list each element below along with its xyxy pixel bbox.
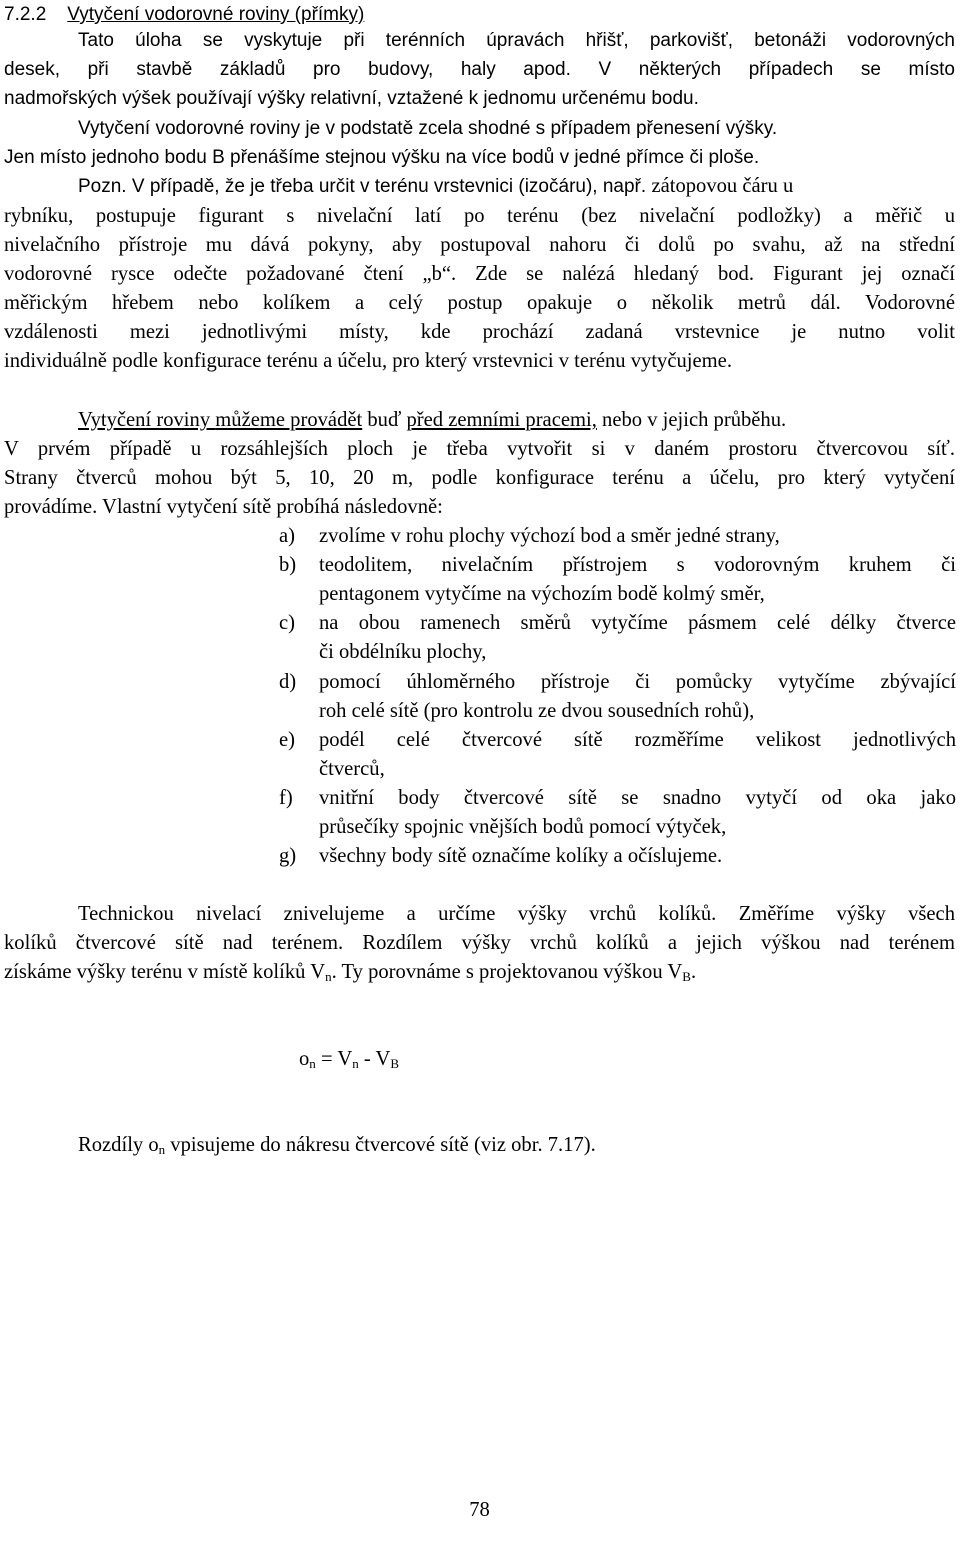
- list-item-label: d): [279, 671, 297, 693]
- list-item-text: zvolíme v rohu plochy výchozí bod a směr jedné strany,: [319, 525, 780, 547]
- subscript: n: [309, 1056, 316, 1071]
- subscript: B: [682, 969, 691, 984]
- list-item-label: a): [279, 525, 295, 547]
- text-span: .: [690, 961, 697, 983]
- note-line: [78, 172, 955, 201]
- text-span: vpisujeme do nákresu čtvercové sítě (viz obr. 7.17).: [165, 1134, 596, 1156]
- paragraph-line: Tato úloha se vyskytuje při terénních úpravách hřišť, parkovišť, betonáži vodorovných: [78, 30, 955, 51]
- list-item-text: podél celé čtvercové sítě rozměříme velikost jednotlivých: [319, 729, 956, 751]
- paragraph-line: [4, 958, 955, 987]
- formula-part: o: [299, 1048, 310, 1070]
- paragraph-line: [78, 406, 955, 435]
- subscript: B: [390, 1056, 400, 1071]
- text-span: buď: [362, 409, 407, 431]
- formula: [299, 1045, 699, 1074]
- note-line: měřickým hřebem nebo kolíkem a celý postup opakuje o několik metrů dál. Vodorovné: [4, 292, 955, 314]
- paragraph-line: V prvém případě u rozsáhlejších ploch je třeba vytvořit si v daném prostoru čtvercovou síť.: [4, 438, 955, 460]
- text-span: nebo v jejich průběhu.: [596, 409, 787, 431]
- paragraph-line: kolíků čtvercové sítě nad terénem. Rozdílem výšky vrchů kolíků a jejich výškou nad terénem: [4, 932, 955, 954]
- list-item-text: pentagonem vytyčíme na výchozím bodě kolmý směr,: [319, 583, 765, 605]
- list-item-label: c): [279, 612, 295, 634]
- underlined-phrase: můžeme provádět: [215, 409, 363, 431]
- list-item-text: čtverců,: [319, 758, 385, 780]
- note-tail: zátopovou čáru u: [651, 175, 794, 197]
- formula-part: = V: [315, 1048, 353, 1070]
- note-line: nivelačního přístroje mu dává pokyny, aby postupoval nahoru či dolů po svahu, až na střední: [4, 234, 955, 256]
- paragraph-line: desek, při stavbě základů pro budovy, haly apod. V některých případech se místo: [4, 59, 955, 80]
- list-item-text: vnitřní body čtvercové sítě se snadno vytyčí od oka jako: [319, 787, 956, 809]
- paragraph-line: Strany čtverců mohou být 5, 10, 20 m, podle konfigurace terénu a účelu, pro který vytyčení: [4, 467, 955, 489]
- section-title: Vytyčení vodorovné roviny (přímky): [67, 4, 365, 25]
- list-item-text: teodolitem, nivelačním přístrojem s vodorovným kruhem či: [319, 554, 956, 576]
- subscript: n: [158, 1142, 166, 1157]
- list-item-text: na obou ramenech směrů vytyčíme pásmem celé délky čtverce: [319, 612, 956, 634]
- list-item-text: či obdélníku plochy,: [319, 641, 487, 663]
- list-item-text: roh celé sítě (pro kontrolu ze dvou sousedních rohů),: [319, 700, 755, 722]
- paragraph-line: provádíme. Vlastní vytyčení sítě probíhá následovně:: [4, 496, 443, 518]
- list-item-label: b): [279, 554, 297, 576]
- note-lead: Pozn.: [78, 176, 127, 197]
- text-span: . Ty porovnáme s projektovanou výškou V: [331, 961, 683, 983]
- paragraph-line: nadmořských výšek používají výšky relativní, vztažené k jednomu určenému bodu.: [4, 88, 699, 109]
- section-number: 7.2.2: [4, 4, 47, 25]
- paragraph-line: Jen místo jednoho bodu B přenášíme stejnou výšku na více bodů v jedné přímce či ploše.: [4, 147, 760, 168]
- list-item-text: pomocí úhloměrného přístroje či pomůcky vytyčíme zbývající: [319, 671, 956, 693]
- formula-part: - V: [358, 1048, 391, 1070]
- list-item-label: g): [279, 845, 297, 867]
- note-line: vzdálenosti mezi jednotlivými místy, kde prochází zadaná vrstevnice je nutno volit: [4, 321, 955, 343]
- list-item-text: průsečíky spojnic vnějších bodů pomocí výtyček,: [319, 816, 727, 838]
- section-heading: [4, 0, 955, 29]
- list-item-label: e): [279, 729, 295, 751]
- list-item-label: f): [279, 787, 293, 809]
- note-line: individuálně podle konfigurace terénu a účelu, pro který vrstevnici v terénu vytyčujeme.: [4, 350, 732, 372]
- page-number: 78: [469, 1499, 490, 1521]
- text-span: získáme výšky terénu v místě kolíků V: [4, 961, 326, 983]
- paragraph-line: Technickou nivelací znivelujeme a určíme výšky vrchů kolíků. Změříme výšky všech: [78, 903, 955, 925]
- note-sans-text: V případě, že je třeba určit v terénu vrstevnici (izočáru), např.: [131, 176, 647, 197]
- list-item-text: všechny body sítě označíme kolíky a očíslujeme.: [319, 845, 723, 867]
- paragraph-line: [78, 1131, 955, 1160]
- text-span: Rozdíly o: [78, 1134, 159, 1156]
- underlined-phrase: Vytyčení roviny: [78, 409, 216, 431]
- note-line: vodorovné rysce odečte požadované čtení „b“. Zde se nalézá hledaný bod. Figurant jej označí: [4, 263, 955, 285]
- paragraph-line: Vytyčení vodorovné roviny je v podstatě zcela shodné s případem přenesení výšky.: [78, 118, 778, 139]
- note-line: rybníku, postupuje figurant s nivelační latí po terénu (bez nivelační podložky) a měřič u: [4, 205, 955, 227]
- underlined-phrase: před zemními pracemi,: [406, 409, 597, 431]
- subscript: n: [325, 969, 332, 984]
- subscript: n: [352, 1056, 359, 1071]
